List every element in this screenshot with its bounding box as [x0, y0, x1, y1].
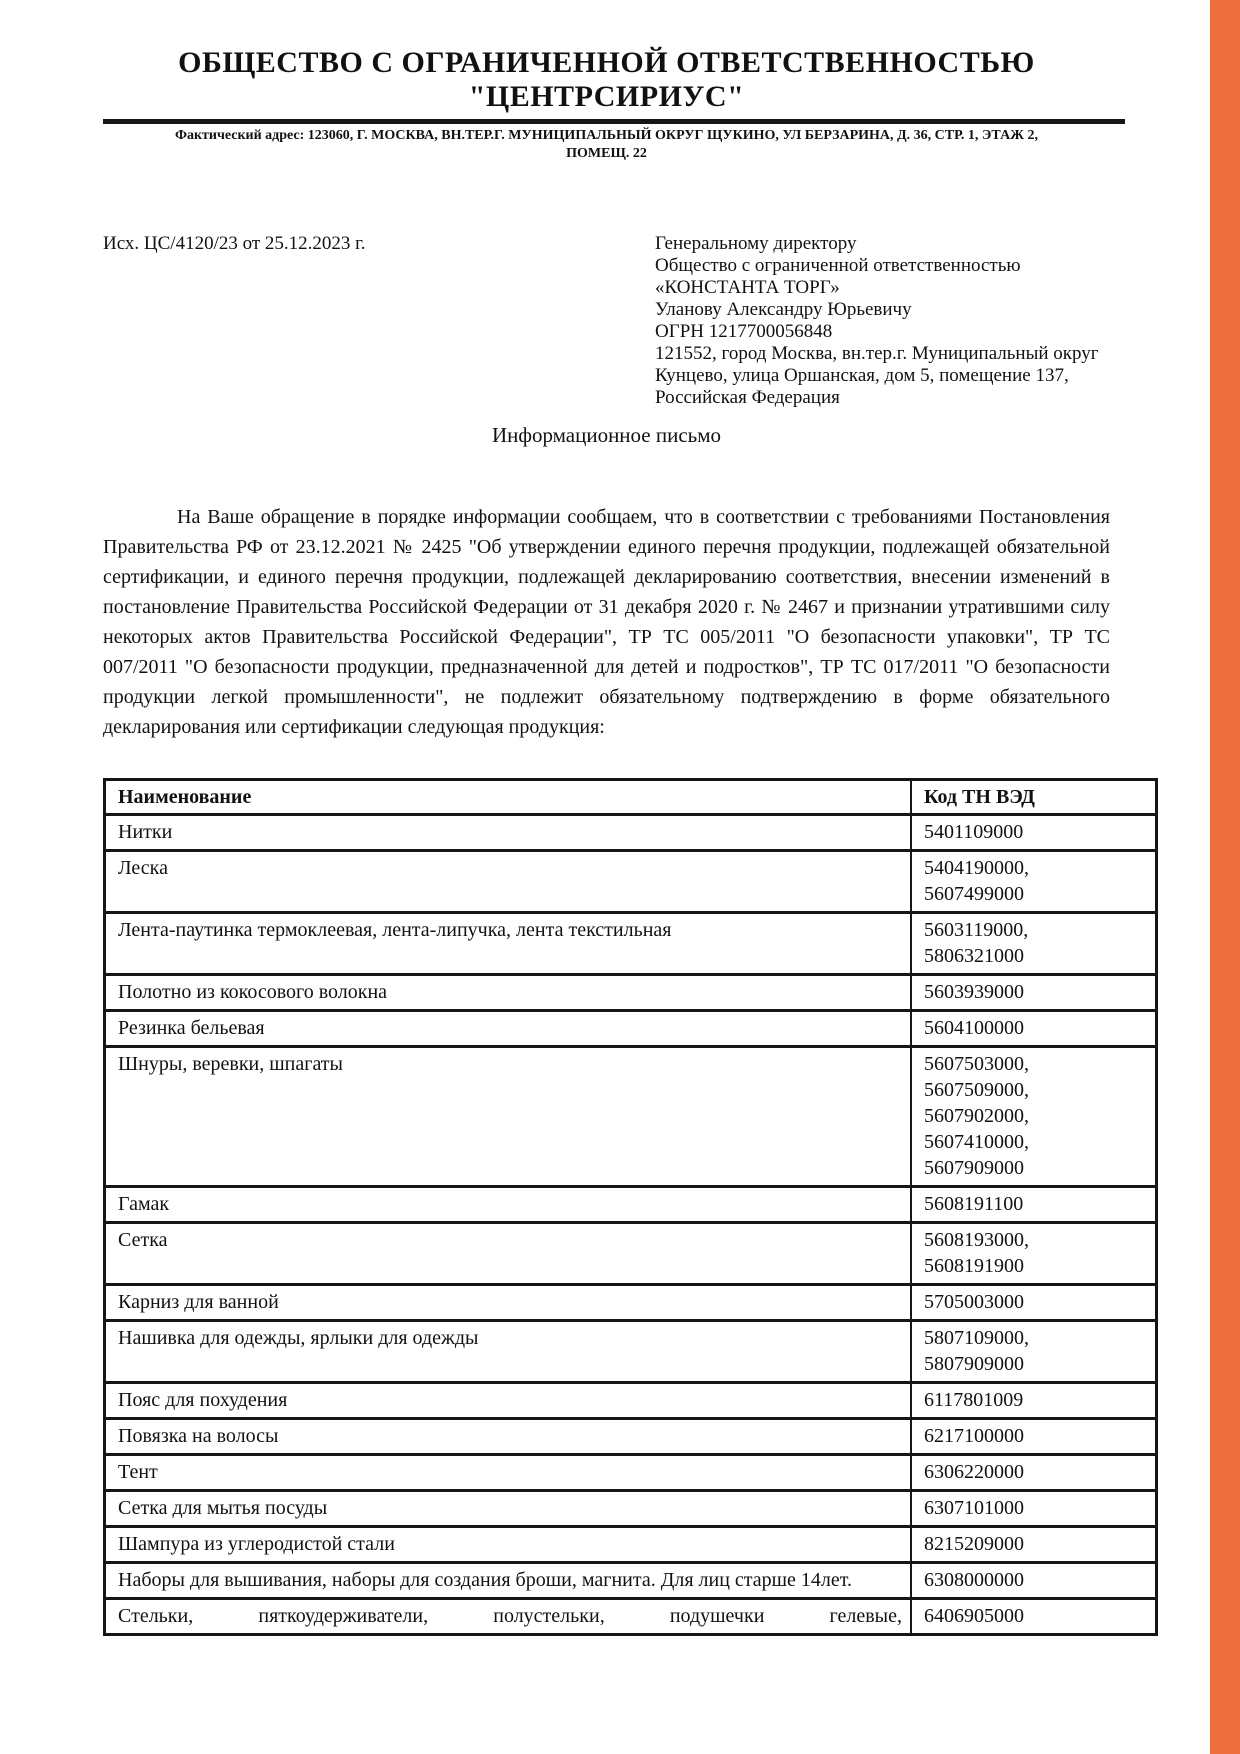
tnved-code: 5806321000	[924, 945, 1024, 967]
product-name-cell: Леска	[105, 851, 912, 913]
addressee-block	[655, 233, 1110, 409]
header-row	[105, 780, 1157, 815]
product-code-cell	[911, 1599, 1157, 1635]
product-name-cell: Наборы для вышивания, наборы для создания броши, магнита. Для лиц старше 14лет.	[105, 1563, 912, 1599]
product-name-cell: Сетка	[105, 1223, 912, 1285]
product-code-cell	[911, 975, 1157, 1011]
addressee-line: ОГРН 1217700056848	[655, 321, 833, 342]
product-name-cell: Карниз для ванной	[105, 1285, 912, 1321]
body-paragraph: На Ваше обращение в порядке информации сообщаем, что в соответствии с требованиями Постановления Правительства РФ от 23.12.2021 № 2425 "Об утверждении единого перечня продукции, подлежащей обязательной сертификации, и единого перечня продукции, подлежащей декларированию соответствия, внесении изменений в постановление Правительства Российской Федерации от 31 декабря 2020 г. № 2467 и признании утратившими силу некоторых актов Правительства Российской Федерации", ТР ТС 005/2011 "О безопасности упаковки", ТР ТС 007/2011 "О безопасности продукции, предназначенной для детей и подростков", ТР ТС 017/2011 "О безопасности продукции легкой промышленности", не подлежит обязательному подтверждению в форме обязательного декларирования или сертификации следующая продукция:	[103, 506, 1110, 738]
product-name-cell: Стельки, пяткоудерживатели, полустельки, подушечки гелевые,	[105, 1599, 912, 1635]
product-code-cell	[911, 1455, 1157, 1491]
product-name-cell: Шампура из углеродистой стали	[105, 1527, 912, 1563]
product-code-cell	[911, 913, 1157, 975]
products-table-header	[105, 780, 1157, 815]
addressee-line: Кунцево, улица Оршанская, дом 5, помещение 137,	[655, 365, 1069, 386]
product-code-cell	[911, 1563, 1157, 1599]
tnved-code: 5608191100	[924, 1193, 1024, 1215]
product-code-cell	[911, 1491, 1157, 1527]
table-row	[105, 1047, 1157, 1187]
tnved-code: 5607509000,	[924, 1079, 1029, 1101]
letter-content	[103, 0, 1110, 1636]
table-row	[105, 1527, 1157, 1563]
tnved-code: 6306220000	[924, 1461, 1024, 1483]
products-table-body	[105, 815, 1157, 1635]
product-name-cell: Пояс для похудения	[105, 1383, 912, 1419]
table-row	[105, 1455, 1157, 1491]
tnved-code: 6308000000	[924, 1569, 1024, 1591]
company-name	[103, 46, 1110, 114]
tnved-code: 6307101000	[924, 1497, 1024, 1519]
product-name-cell: Лента-паутинка термоклеевая, лента-липучка, лента текстильная	[105, 913, 912, 975]
product-code-cell	[911, 1285, 1157, 1321]
product-code-cell	[911, 1527, 1157, 1563]
orange-side-bar	[1210, 0, 1240, 1754]
company-name-line2: "ЦЕНТРСИРИУС"	[468, 80, 745, 113]
product-name-cell: Гамак	[105, 1187, 912, 1223]
addressee-line: Общество с ограниченной ответственностью	[655, 255, 1021, 276]
tnved-code: 5607503000,	[924, 1053, 1029, 1075]
table-row	[105, 1187, 1157, 1223]
company-address: Фактический адрес: 123060, Г. МОСКВА, ВН.ТЕР.Г. МУНИЦИПАЛЬНЫЙ ОКРУГ ЩУКИНО, УЛ БЕРЗАРИНА, Д. 36, СТР. 1, ЭТАЖ 2, ПОМЕЩ. 22	[174, 128, 1039, 161]
letter-title: Информационное письмо	[491, 423, 722, 447]
table-row	[105, 1223, 1157, 1285]
product-name-cell: Нашивка для одежды, ярлыки для одежды	[105, 1321, 912, 1383]
table-row	[105, 913, 1157, 975]
product-code-cell	[911, 1223, 1157, 1285]
tnved-code: 8215209000	[924, 1533, 1024, 1555]
table-row	[105, 851, 1157, 913]
product-code-cell	[911, 1419, 1157, 1455]
product-code-cell	[911, 1321, 1157, 1383]
table-row	[105, 1419, 1157, 1455]
tnved-code: 5404190000,	[924, 857, 1029, 879]
table-row	[105, 1491, 1157, 1527]
product-name-cell: Полотно из кокосового волокна	[105, 975, 912, 1011]
addressee-line: Уланову Александру Юрьевичу	[655, 299, 912, 320]
addressee-line: «КОНСТАНТА ТОРГ»	[655, 277, 840, 298]
tnved-code: 6406905000	[924, 1605, 1024, 1627]
table-row	[105, 1011, 1157, 1047]
table-row	[105, 1383, 1157, 1419]
tnved-code: 5604100000	[924, 1017, 1024, 1039]
product-code-cell	[911, 815, 1157, 851]
tnved-code: 5607499000	[924, 883, 1024, 905]
table-row	[105, 815, 1157, 851]
product-code-cell	[911, 851, 1157, 913]
letterhead-divider	[103, 119, 1125, 124]
product-code-cell	[911, 1383, 1157, 1419]
column-header-code: Код ТН ВЭД	[911, 780, 1157, 815]
product-name-cell: Повязка на волосы	[105, 1419, 912, 1455]
tnved-code: 5608193000,	[924, 1229, 1029, 1251]
table-row	[105, 975, 1157, 1011]
tnved-code: 5401109000	[924, 821, 1024, 843]
addressee-line: 121552, город Москва, вн.тер.г. Муниципальный округ	[655, 343, 1099, 364]
table-row	[105, 1599, 1157, 1635]
reference-row	[103, 233, 1110, 409]
tnved-code: 5807109000,	[924, 1327, 1029, 1349]
product-name-cell: Резинка бельевая	[105, 1011, 912, 1047]
product-name-cell: Тент	[105, 1455, 912, 1491]
tnved-code: 6217100000	[924, 1425, 1024, 1447]
table-row	[105, 1285, 1157, 1321]
tnved-code: 5607909000	[924, 1157, 1024, 1179]
product-code-cell	[911, 1047, 1157, 1187]
product-code-cell	[911, 1011, 1157, 1047]
table-row	[105, 1321, 1157, 1383]
product-name-cell: Сетка для мытья посуды	[105, 1491, 912, 1527]
outgoing-reference: Исх. ЦС/4120/23 от 25.12.2023 г.	[103, 233, 366, 254]
product-name-cell: Нитки	[105, 815, 912, 851]
table-row	[105, 1563, 1157, 1599]
product-name-cell: Шнуры, веревки, шпагаты	[105, 1047, 912, 1187]
tnved-code: 5608191900	[924, 1255, 1024, 1277]
products-table	[103, 778, 1158, 1636]
company-name-line1: ОБЩЕСТВО С ОГРАНИЧЕННОЙ ОТВЕТСТВЕННОСТЬЮ	[178, 46, 1035, 79]
tnved-code: 5807909000	[924, 1353, 1024, 1375]
tnved-code: 5607410000,	[924, 1131, 1029, 1153]
tnved-code: 5603119000,	[924, 919, 1029, 941]
addressee-line: Российская Федерация	[655, 387, 840, 408]
tnved-code: 5603939000	[924, 981, 1024, 1003]
tnved-code: 5705003000	[924, 1291, 1024, 1313]
tnved-code: 6117801009	[924, 1389, 1024, 1411]
letterhead	[103, 0, 1110, 163]
product-code-cell	[911, 1187, 1157, 1223]
column-header-name: Наименование	[105, 780, 912, 815]
tnved-code: 5607902000,	[924, 1105, 1029, 1127]
addressee-line: Генеральному директору	[655, 233, 857, 254]
